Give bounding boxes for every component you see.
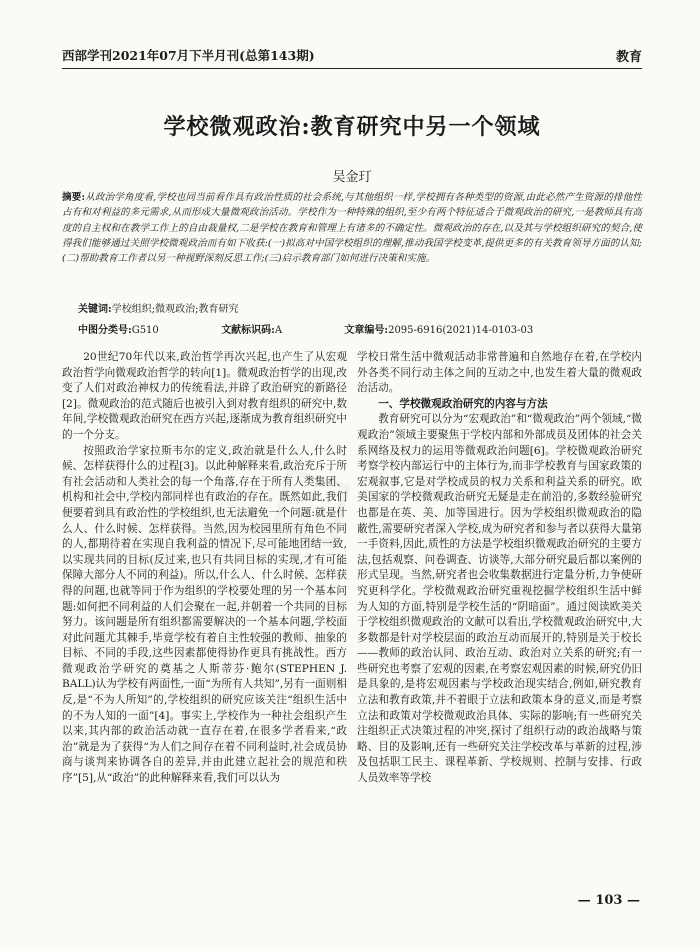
article-id-value: 2095-6916(2021)14-0103-03 — [388, 325, 534, 336]
abstract — [62, 190, 642, 266]
keywords — [78, 300, 238, 315]
body-column-right — [357, 350, 642, 787]
article-id-field — [344, 321, 533, 336]
paragraph: 学校日常生活中微观活动非常普遍和自然地存在着,在学校内外各类不同行动主体之间的互动之中,也发生着大量的微观政治活动。 — [357, 351, 642, 395]
section-label: 教育 — [615, 50, 642, 65]
doc-code-value: A — [274, 325, 283, 336]
clc-value: G510 — [131, 325, 159, 336]
author-name: 吴金玎 — [332, 170, 372, 185]
doc-code-label: 文献标识码: — [221, 325, 275, 336]
header-divider — [62, 68, 642, 69]
clc-label: 中图分类号: — [78, 325, 132, 336]
section-heading: 一、学校微观政治研究的内容与方法 — [378, 397, 548, 410]
abstract-text: 从政治学角度看,学校也同当前看作具有政治性质的社会系统,与其他组织一样,学校拥有各种类型的资源,由此必然产生资源的排他性占有和对利益的多元需求,从而形成大量微观政治活动。学校作为一种特殊的组织,至少有两个特征适合于微观政治的研究,一是教师具有高度的自主权和在教学工作上的自由裁量权,二是学校在教育和管理上有诸多的不确定性。微观政治的存在,以及其与学校组织研究的契合,使得我们能够通过关照学校微观政治而有如下收获:(一)拟高对中国学校组织的理解,推动我国学校变革,提供更多的有关教育领导方面的认知;(二)帮助教育工作者以另一种视野深刻反思工作;(三)启示教育部门如何进行决策和实施。 — [62, 192, 642, 265]
page-number: — 103 — — [577, 893, 640, 908]
keywords-label: 关键词: — [78, 304, 112, 315]
article-id-label: 文章编号: — [344, 325, 389, 336]
paragraph: 按照政治学家拉斯韦尔的定义,政治就是什么人,什么时候、怎样获得什么的过程[3]。以此种解释来看,政治充斥于所有社会活动和人类社会的每一个角落,存在于所有人类集团、机构和社会中,学校内部同样也有政治的存在。既然如此,我们便要着到具有政治性的学校组织,也无法避免一个问题:就是什么人、什么时候、怎样获得。当然,因为校园里所有角色不同的人,都期待着在实现自我利益的情况下,尽可能地团结一致,以实现共同的目标(反过来,也只有共同目标的实现,才有可能保障大部分人不同的利益)。所以,什么人、什么时候、怎样获得的问题,也就等同于作为组织的学校要处理的另一个基本问题:如何把不同利益的人们会聚在一起,并朝着一个共同的目标努力。该问题是所有组织都需要解决的一个基本问题,学校面对此问题尤其棘手,毕竟学校有着自主性较强的教师、抽象的目标、不同的手段,这些因素都使得协作更具有挑战性。西方微观政治学研究的奠基之人斯蒂芬·鲍尔(STEPHEN J. BALL)认为学校有两面性,一面“为所有人共知”,另有一面则相反,是“不为人所知”的,学校组织的研究应该关注“组织生活中的不为人知的一面”[4]。事实上,学校作为一种社会组织产生以来,其内部的政治活动就一直存在着,在很多学者看来,“政治”就是为了获得“为人们之间存在着不同利益时,社会成员协商与谈判来协调各自的差异,并由此建立起社会的规范和秩序”[5],从“政治”的此种解释来看,我们可以认为 — [62, 444, 347, 785]
body-column-left — [62, 350, 347, 787]
clc-field — [78, 321, 218, 336]
keywords-text: 学校组织;微观政治;教育研究 — [111, 304, 239, 315]
paragraph: 教育研究可以分为“宏观政治”和“微观政治”两个领域,“微观政治”领域主要聚焦于学校内部和外部成员及团体的社会关系网络及权力的运用等微观政治问题[6]。学校微观政治研究考察学校内部运行中的主体行为,而非学校教育与国家政策的宏观叙事,它是对学校成员的权力关系和利益关系的研究。欧美国家的学校微观政治研究无疑是走在前沿的,多数经验研究也都是在英、美、加等国进行。因为学校组织微观政治的隐蔽性,需要研究者深入学校,成为研究者和参与者以获得大量第一手资料,因此,质性的方法是学校组织微观政治研究的主要方法,包括观察、问卷调查、访谈等,大部分研究最后都以案例的形式呈现。当然,研究者也会收集数据进行定量分析,力争使研究更科学化。学校微观政治研究重视挖掘学校组织生活中鲜为人知的方面,特别是学校生活的“阴暗面”。通过阅读欧美关于学校组织微观政治的文献可以看出,学校微观政治研究中,大多数都是针对学校层面的政治互动而展开的,特别是关于校长——教师的政治认同、政治互动、政治对立关系的研究;有一些研究也考察了宏观的因素,在考察宏观因素的时候,研究仍旧是具象的,是将宏观因素与学校政治现实结合,例如,研究教育立法和教育政策,并不着眼于立法和政策本身的意义,而是考察立法和政策对学校微观政治具体、实际的影响;有一些研究关注组织正式决策过程的冲突,探讨了组织行动的政治战略与策略、目的及影响,还有一些研究关注学校改革与革新的过程,涉及包括职工民主、课程革新、学校规则、控制与安排、行政人员效率等学校 — [357, 413, 642, 785]
paper-title: 学校微观政治:教育研究中另一个领域 — [163, 114, 541, 140]
running-header — [62, 46, 642, 68]
journal-info: 西部学刊2021年07月下半月刊(总第143期) — [62, 48, 315, 63]
doc-code-field — [221, 321, 341, 336]
paragraph: 20世纪70年代以来,政治哲学再次兴起,也产生了从宏观政治哲学向微观政治哲学的转向[1]。微观政治哲学的出现,改变了人们对政治神权力的传统看法,并辟了政治研究的新路径[2]。微观政治的范式随后也被引入到对教育组织的研究中,数年间,学校微观政治研究在西方兴起,逐渐成为教育组织研究中的一个分支。 — [62, 351, 347, 441]
classification-line — [78, 321, 578, 336]
abstract-label: 摘要: — [62, 192, 85, 203]
